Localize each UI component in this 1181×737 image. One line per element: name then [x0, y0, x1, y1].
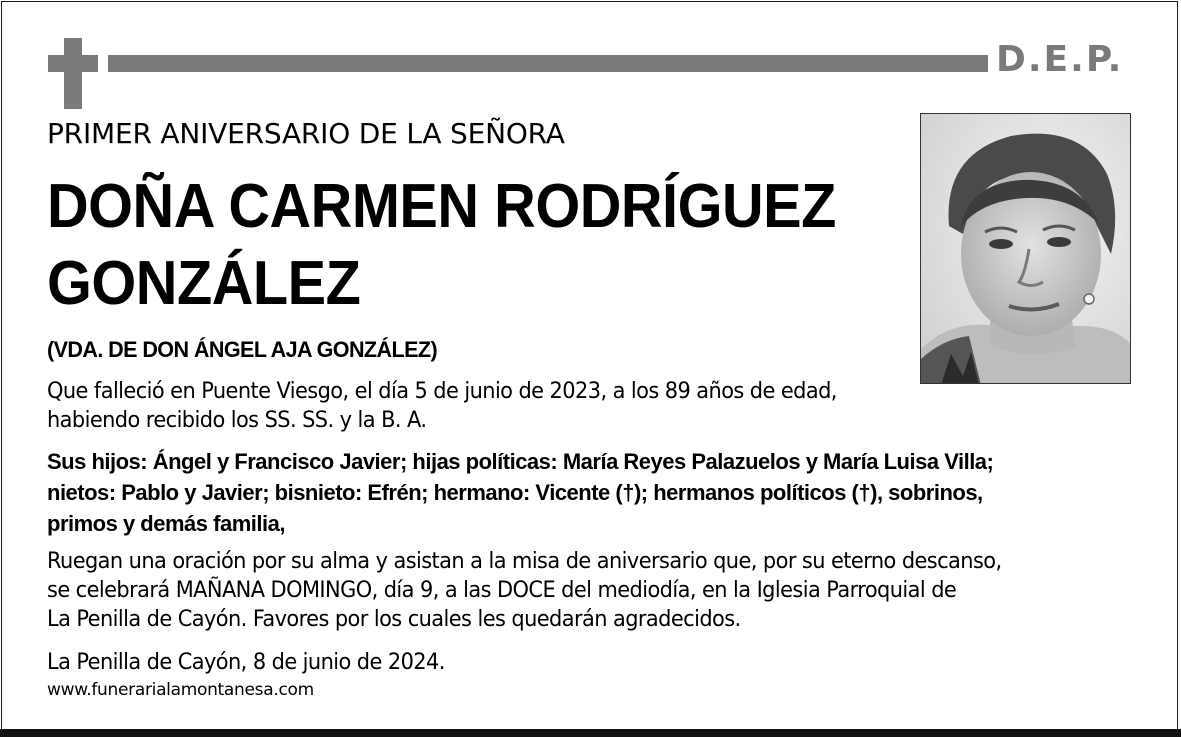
bottom-border — [0, 729, 1181, 737]
death-line-1: Que falleció en Puente Viesgo, el día 5 de junio de 2023, a los 89 años de edad, — [47, 379, 837, 404]
dep-label: D.E.P. — [996, 39, 1124, 80]
place-date: La Penilla de Cayón, 8 de junio de 2024. — [47, 650, 445, 675]
family-line-2: nietos: Pablo y Javier; bisnieto: Efrén; hermano: Vicente (†); hermanos políticos (†), sobrinos, — [47, 480, 983, 505]
family-line-1: Sus hijos: Ángel y Francisco Javier; hijas políticas: María Reyes Palazuelos y María Luisa Villa; — [47, 449, 994, 474]
widow-line: (VDA. DE DON ÁNGEL AJA GONZÁLEZ) — [47, 337, 438, 362]
death-paragraph — [47, 377, 912, 435]
website-link[interactable]: www.funerarialamontanesa.com — [47, 680, 314, 700]
mass-line-3: La Penilla de Cayón. Favores por los cuales les quedarán agradecidos. — [47, 607, 741, 632]
anniversary-line: PRIMER ANIVERSARIO DE LA SEÑORA — [47, 117, 565, 150]
mass-paragraph — [47, 547, 1121, 634]
portrait-photo — [920, 113, 1131, 384]
death-line-2: habiendo recibido los SS. SS. y la B. A. — [47, 408, 427, 433]
family-line-3: primos y demás familia, — [47, 511, 285, 536]
deceased-name — [47, 168, 847, 322]
mass-line-2: se celebrará MAÑANA DOMINGO, día 9, a las DOCE del mediodía, en la Iglesia Parroquial de — [47, 578, 957, 603]
mass-line-1: Ruegan una oración por su alma y asistan a la misa de aniversario que, por su eterno descanso, — [47, 549, 1002, 574]
header-rule — [108, 55, 988, 72]
family-paragraph — [47, 446, 1167, 539]
name-line-2: GONZÁLEZ — [47, 249, 361, 318]
name-line-1: DOÑA CARMEN RODRÍGUEZ — [47, 172, 836, 241]
